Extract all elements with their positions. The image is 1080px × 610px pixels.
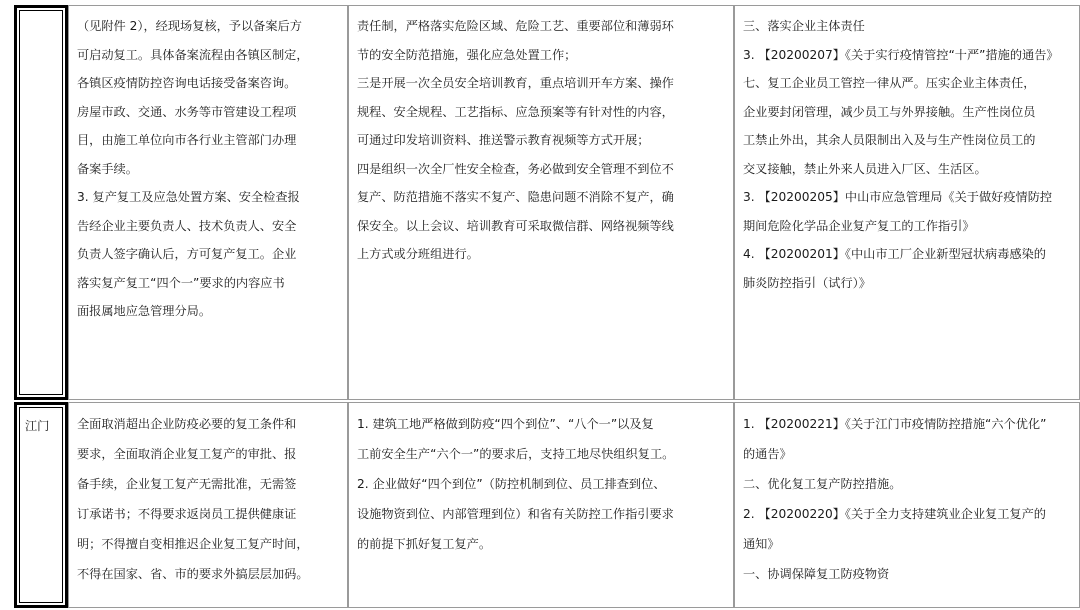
text-line: 不得在国家、省、市的要求外搞层层加码。 — [77, 567, 309, 581]
text-line: 节的安全防范措施，强化应急处置工作； — [357, 47, 577, 62]
text-line: 备案手续。 — [77, 161, 138, 176]
text-line: 房屋市政、交通、水务等市管建设工程项 — [77, 104, 297, 119]
table-row — [14, 402, 1080, 608]
text-line: 企业要封闭管理，减少员工与外界接触。生产性岗位员 — [743, 104, 1036, 119]
text-line: 1. 【20200221】《关于江门市疫情防控措施“六个优化” — [743, 417, 1047, 431]
text-line: 订承诺书；不得要求返岗员工提供健康证 — [77, 507, 297, 521]
text-line: 三、落实企业主体责任 — [743, 19, 865, 33]
text-line: 可通过印发培训资料、推送警示教育视频等方式开展； — [357, 133, 650, 147]
text-line: 目，由施工单位向市各行业主管部门办理 — [77, 133, 297, 147]
text-line: 交叉接触，禁止外来人员进入厂区、生活区。 — [743, 161, 987, 176]
text-line: 肺炎防控指引（试行）》 — [743, 275, 871, 290]
text-line: 各镇区疫情防控咨询电话接受备案咨询。 — [77, 76, 297, 90]
text-line: 三是开展一次全员安全培训教育，重点培训开车方案、操作 — [357, 76, 674, 90]
text-line: 期间危险化学品企业复产复工的工作指引》 — [743, 218, 975, 233]
text-line: 落实复产复工“四个一”要求的内容应书 — [77, 275, 285, 290]
region-cell — [14, 402, 68, 608]
text-line: 责任制，严格落实危险区域、危险工艺、重要部位和薄弱环 — [357, 19, 674, 33]
text-line: 工前安全生产“六个一”的要求后，支持工地尽快组织复工。 — [357, 447, 675, 461]
text-line: 3. 【20200205】中山市应急管理局《关于做好疫情防控 — [743, 190, 1053, 204]
text-line: 要求，全面取消企业复工复产的审批、报 — [77, 447, 297, 461]
text-line: 备手续，企业复工复产无需批准，无需签 — [77, 477, 297, 491]
text-line: 可启动复工。具体备案流程由各镇区制定， — [77, 47, 309, 62]
text-line: 的通告》 — [743, 447, 792, 461]
text-line: 保安全。以上会议、培训教育可采取微信群、网络视频等线 — [357, 218, 674, 233]
region-name: 江门 — [25, 419, 50, 433]
policy-reference-cell — [734, 402, 1080, 608]
text-line: 复产、防范措施不落实不复产、隐患问题不消除不复产，确 — [357, 190, 674, 204]
text-line: 面报属地应急管理分局。 — [77, 304, 212, 318]
text-line: 四是组织一次全厂性安全检查，务必做到安全管理不到位不 — [357, 161, 674, 176]
text-line: 明；不得擅自变相推迟企业复工复产时间， — [77, 537, 309, 551]
text-line: 通知》 — [743, 537, 780, 551]
text-line: 的前提下抓好复工复产。 — [357, 537, 492, 551]
policy-reference-cell — [734, 5, 1080, 400]
text-line: 规程、安全规程、工艺指标、应急预案等有针对性的内容， — [357, 104, 674, 119]
text-line: 上方式或分班组进行。 — [357, 247, 479, 261]
text-line: 一、协调保障复工防疫物资 — [743, 567, 890, 581]
text-line: 1. 建筑工地严格做到防疫“四个到位”、“八个一”以及复 — [357, 417, 654, 431]
requirements-cell — [68, 5, 348, 400]
region-cell-inner-border — [19, 10, 63, 395]
text-line: 3. 复产复工及应急处置方案、安全检查报 — [77, 190, 300, 204]
region-cell — [14, 5, 68, 400]
text-line: 3. 【20200207】《关于实行疫情管控“十严”措施的通告》 — [743, 47, 1059, 62]
text-line: 2. 企业做好“四个到位”（防控机制到位、员工排查到位、 — [357, 477, 666, 491]
text-line: 二、优化复工复产防控措施。 — [743, 477, 902, 491]
text-line: 全面取消超出企业防疫必要的复工条件和 — [77, 417, 297, 431]
table-row — [14, 5, 1080, 400]
text-line: 4. 【20200201】《中山市工厂企业新型冠状病毒感染的 — [743, 247, 1046, 261]
safety-measures-cell — [348, 5, 734, 400]
text-line: 负责人签字确认后，方可复产复工。企业 — [77, 247, 297, 261]
requirements-cell — [68, 402, 348, 608]
safety-measures-cell — [348, 402, 734, 608]
text-line: （见附件 2），经现场复核，予以备案后方 — [77, 19, 302, 33]
text-line: 2. 【20200220】《关于全力支持建筑业企业复工复产的 — [743, 507, 1046, 521]
text-line: 工禁止外出，其余人员限制出入及与生产性岗位员工的 — [743, 133, 1036, 147]
text-line: 告经企业主要负责人、技术负责人、安全 — [77, 218, 297, 233]
text-line: 七、复工企业员工管控一律从严。压实企业主体责任， — [743, 76, 1036, 90]
text-line: 设施物资到位、内部管理到位）和省有关防控工作指引要求 — [357, 507, 674, 521]
